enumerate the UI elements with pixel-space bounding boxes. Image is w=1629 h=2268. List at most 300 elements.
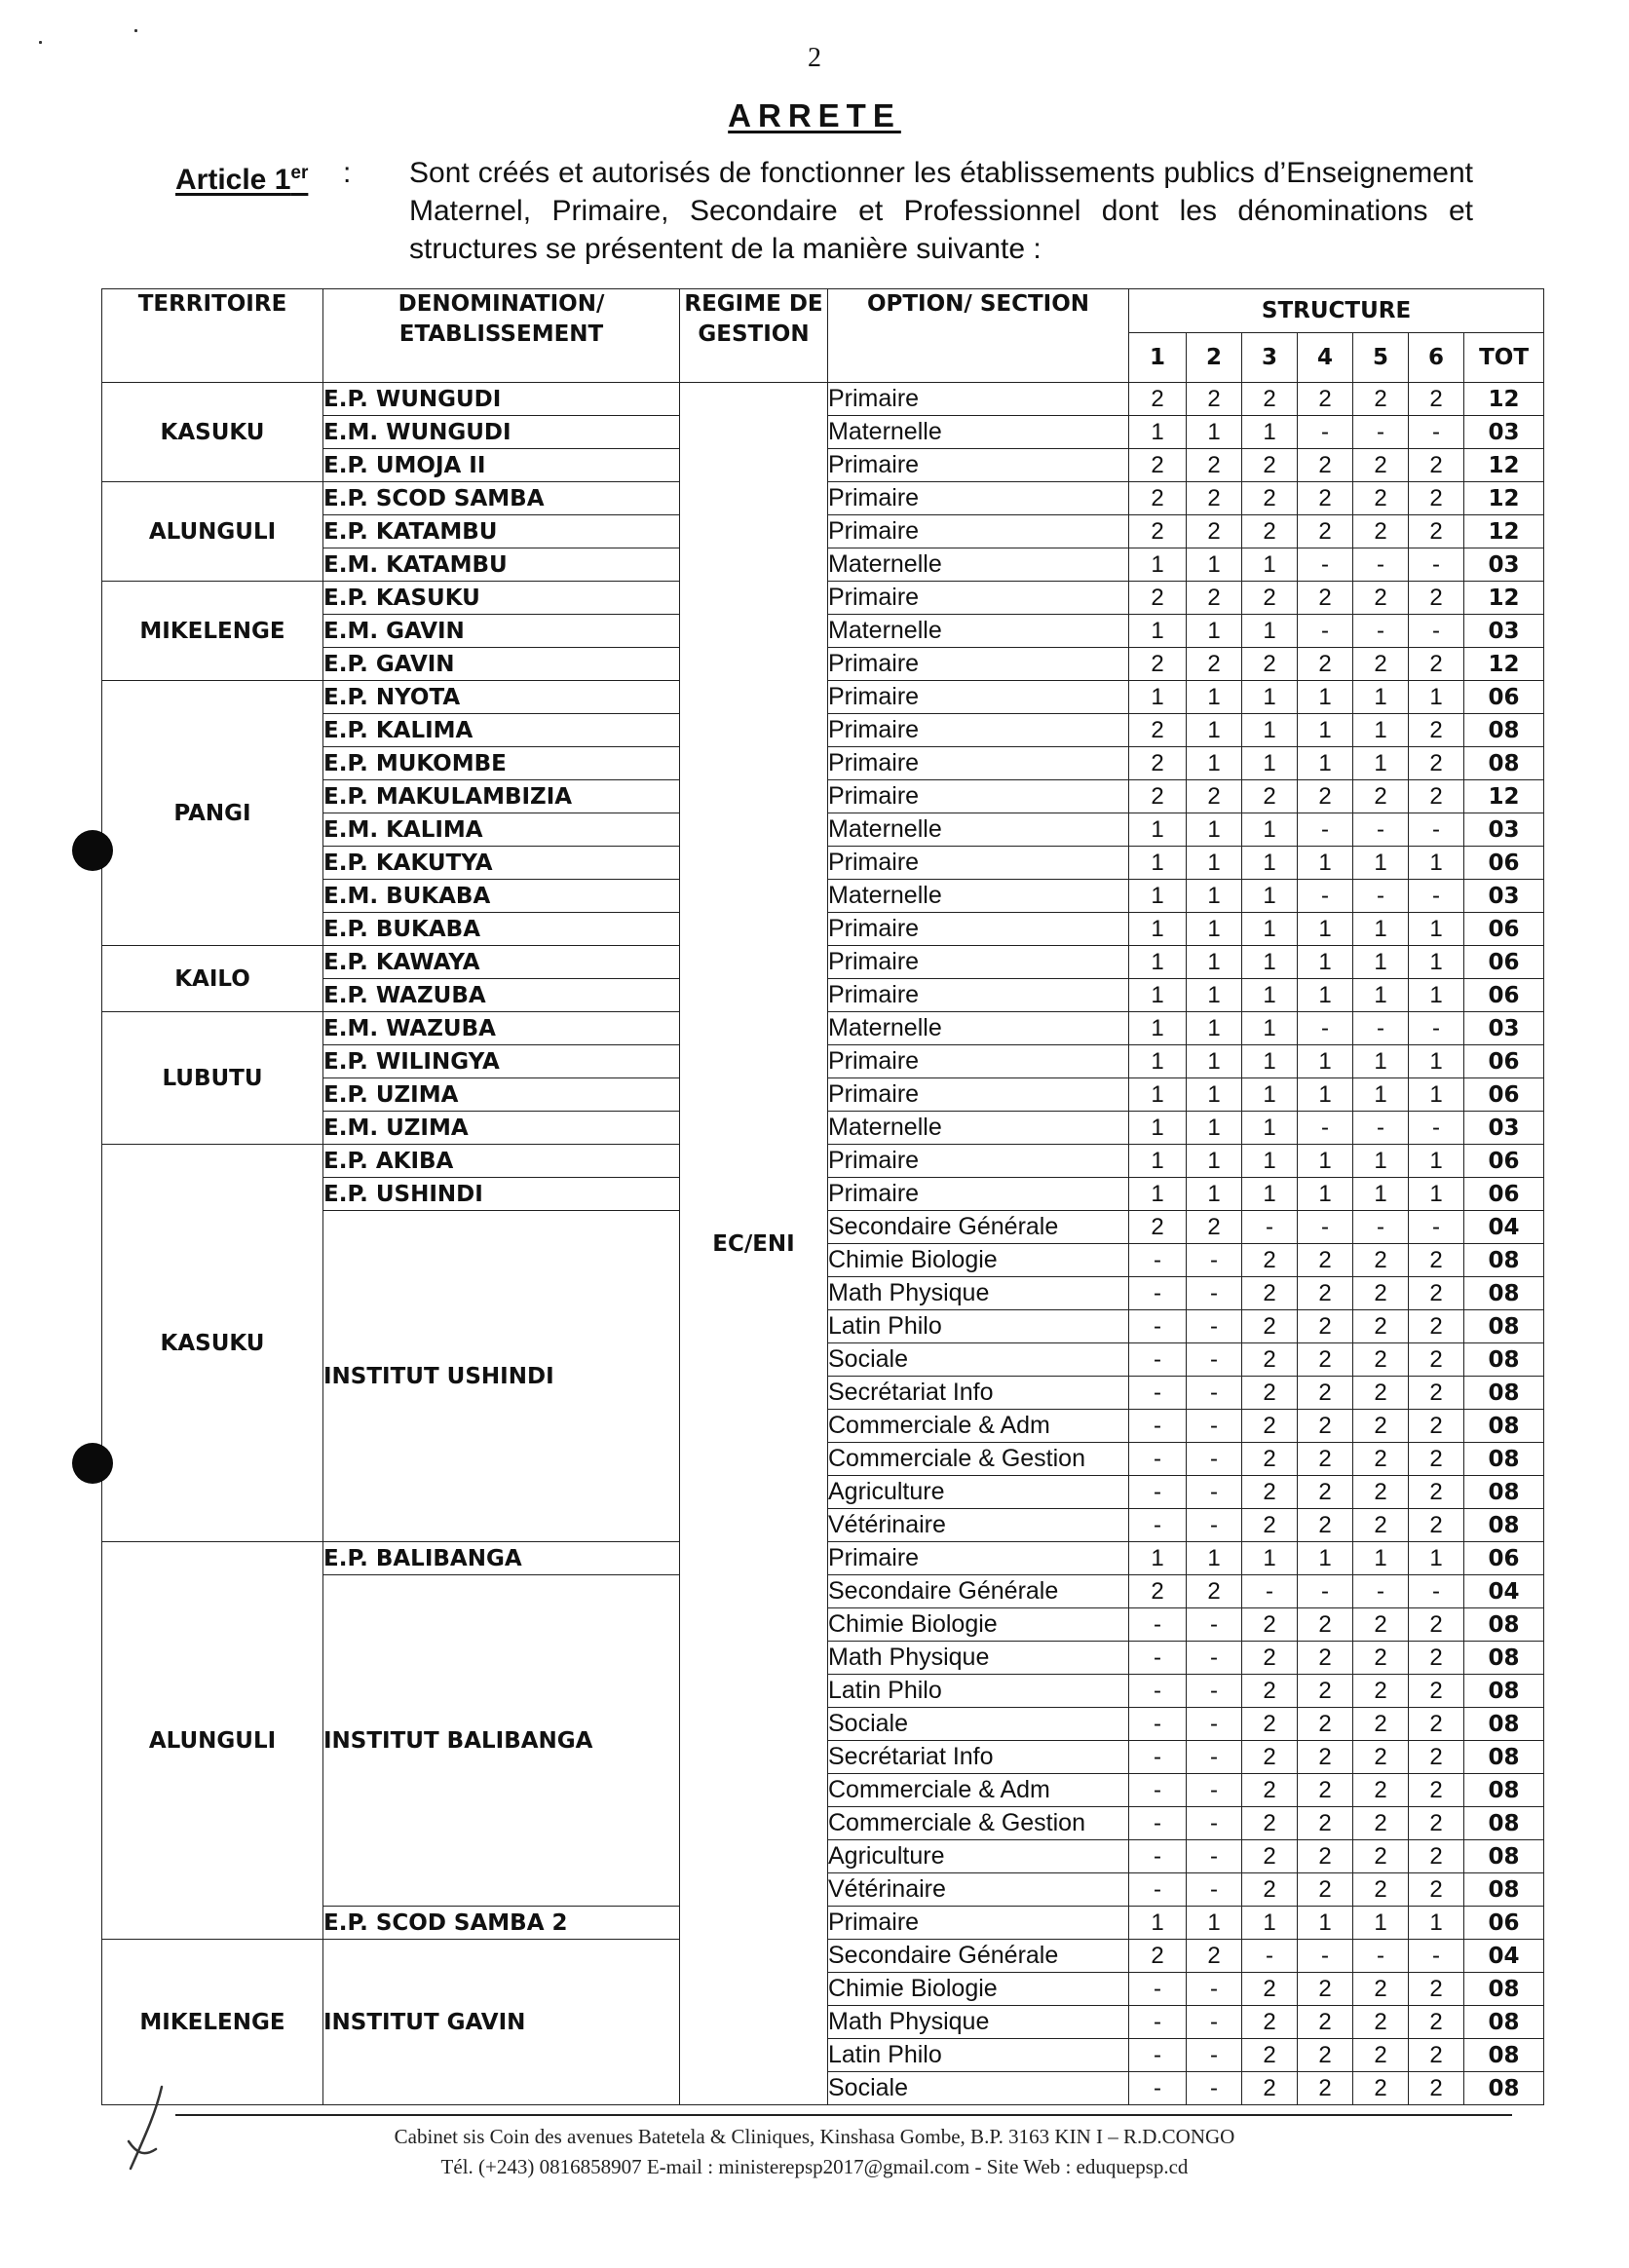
- cell-option: Maternelle: [828, 615, 1129, 648]
- cell-structure-4: 2: [1298, 1410, 1353, 1443]
- cell-denomination: E.P. WILINGYA: [323, 1045, 680, 1078]
- cell-structure-4: -: [1298, 1012, 1353, 1045]
- cell-structure-4: 2: [1298, 1774, 1353, 1807]
- cell-denomination: E.P. KASUKU: [323, 582, 680, 615]
- cell-structure-5: 2: [1353, 1509, 1409, 1542]
- cell-structure-1: 1: [1129, 1178, 1187, 1211]
- cell-denomination: E.M. BUKABA: [323, 880, 680, 913]
- cell-structure-5: 1: [1353, 1542, 1409, 1575]
- cell-option: Primaire: [828, 946, 1129, 979]
- cell-denomination: E.P. UMOJA II: [323, 449, 680, 482]
- cell-structure-3: 2: [1242, 1443, 1298, 1476]
- cell-structure-6: 2: [1409, 714, 1464, 747]
- cell-structure-5: 1: [1353, 747, 1409, 780]
- cell-structure-2: 2: [1187, 1211, 1242, 1244]
- cell-structure-6: 1: [1409, 979, 1464, 1012]
- cell-structure-2: -: [1187, 1476, 1242, 1509]
- cell-structure-3: 2: [1242, 1675, 1298, 1708]
- cell-structure-3: 2: [1242, 1410, 1298, 1443]
- table-body: [102, 383, 1544, 2105]
- cell-total: 03: [1464, 615, 1544, 648]
- cell-structure-1: 2: [1129, 714, 1187, 747]
- cell-structure-1: -: [1129, 2072, 1187, 2105]
- cell-structure-3: 2: [1242, 1377, 1298, 1410]
- cell-structure-3: 1: [1242, 979, 1298, 1012]
- cell-total: 03: [1464, 416, 1544, 449]
- cell-option: Maternelle: [828, 1112, 1129, 1145]
- cell-option: Chimie Biologie: [828, 1973, 1129, 2006]
- cell-structure-6: 1: [1409, 847, 1464, 880]
- cell-structure-3: -: [1242, 1211, 1298, 1244]
- cell-structure-1: -: [1129, 2006, 1187, 2039]
- header-regime: REGIME DE GESTION: [680, 289, 828, 383]
- cell-structure-4: 2: [1298, 648, 1353, 681]
- cell-option: Latin Philo: [828, 2039, 1129, 2072]
- cell-denomination: E.P. NYOTA: [323, 681, 680, 714]
- cell-structure-6: 2: [1409, 1708, 1464, 1741]
- cell-structure-5: 1: [1353, 1078, 1409, 1112]
- cell-structure-3: 2: [1242, 582, 1298, 615]
- cell-structure-1: -: [1129, 1443, 1187, 1476]
- cell-structure-2: 1: [1187, 1145, 1242, 1178]
- cell-total: 06: [1464, 1542, 1544, 1575]
- cell-structure-5: 2: [1353, 1708, 1409, 1741]
- cell-structure-5: 1: [1353, 714, 1409, 747]
- cell-structure-3: 2: [1242, 1509, 1298, 1542]
- cell-total: 08: [1464, 1244, 1544, 1277]
- cell-total: 08: [1464, 1509, 1544, 1542]
- cell-denomination: E.P. KALIMA: [323, 714, 680, 747]
- cell-structure-1: -: [1129, 1642, 1187, 1675]
- header-col-3: 3: [1242, 333, 1298, 383]
- cell-structure-1: 1: [1129, 1112, 1187, 1145]
- cell-structure-4: 1: [1298, 913, 1353, 946]
- cell-structure-6: 2: [1409, 648, 1464, 681]
- cell-territoire: KASUKU: [102, 1145, 323, 1542]
- cell-structure-6: 1: [1409, 681, 1464, 714]
- cell-territoire: MIKELENGE: [102, 582, 323, 681]
- cell-structure-3: 2: [1242, 1476, 1298, 1509]
- cell-structure-2: 2: [1187, 383, 1242, 416]
- header-option: OPTION/ SECTION: [828, 289, 1129, 383]
- cell-structure-4: 2: [1298, 582, 1353, 615]
- cell-structure-2: -: [1187, 1608, 1242, 1642]
- cell-structure-3: 2: [1242, 1973, 1298, 2006]
- article-1: [175, 154, 1473, 268]
- cell-structure-5: 2: [1353, 1277, 1409, 1310]
- table-row: [102, 383, 1544, 416]
- cell-structure-3: 1: [1242, 1145, 1298, 1178]
- cell-structure-3: 2: [1242, 1873, 1298, 1907]
- article-colon: :: [343, 157, 352, 189]
- cell-territoire: MIKELENGE: [102, 1940, 323, 2105]
- cell-structure-5: 2: [1353, 1840, 1409, 1873]
- cell-structure-5: 1: [1353, 681, 1409, 714]
- cell-option: Secrétariat Info: [828, 1741, 1129, 1774]
- cell-structure-5: 2: [1353, 1675, 1409, 1708]
- cell-structure-4: 1: [1298, 946, 1353, 979]
- cell-structure-1: 1: [1129, 1907, 1187, 1940]
- cell-structure-2: -: [1187, 1807, 1242, 1840]
- cell-structure-4: 2: [1298, 2072, 1353, 2105]
- cell-structure-5: -: [1353, 1575, 1409, 1608]
- cell-structure-1: 1: [1129, 1045, 1187, 1078]
- cell-structure-6: 2: [1409, 1244, 1464, 1277]
- cell-structure-6: 1: [1409, 946, 1464, 979]
- cell-option: Primaire: [828, 449, 1129, 482]
- cell-option: Latin Philo: [828, 1310, 1129, 1343]
- cell-structure-5: 2: [1353, 1443, 1409, 1476]
- cell-structure-5: 2: [1353, 1608, 1409, 1642]
- cell-structure-4: 1: [1298, 1542, 1353, 1575]
- cell-denomination: E.P. UZIMA: [323, 1078, 680, 1112]
- cell-structure-2: 1: [1187, 979, 1242, 1012]
- cell-structure-5: -: [1353, 548, 1409, 582]
- cell-structure-1: 2: [1129, 648, 1187, 681]
- cell-structure-2: 1: [1187, 813, 1242, 847]
- cell-structure-1: -: [1129, 1774, 1187, 1807]
- cell-option: Agriculture: [828, 1840, 1129, 1873]
- cell-structure-6: 2: [1409, 383, 1464, 416]
- cell-structure-4: 1: [1298, 1045, 1353, 1078]
- cell-structure-2: -: [1187, 1410, 1242, 1443]
- cell-structure-2: -: [1187, 1509, 1242, 1542]
- cell-total: 08: [1464, 1873, 1544, 1907]
- cell-structure-4: 2: [1298, 780, 1353, 813]
- cell-structure-4: 2: [1298, 1608, 1353, 1642]
- cell-structure-2: 1: [1187, 913, 1242, 946]
- cell-structure-5: 1: [1353, 913, 1409, 946]
- cell-structure-4: 1: [1298, 1078, 1353, 1112]
- cell-total: 04: [1464, 1940, 1544, 1973]
- cell-structure-6: 2: [1409, 1476, 1464, 1509]
- cell-structure-2: -: [1187, 1675, 1242, 1708]
- cell-structure-3: 2: [1242, 648, 1298, 681]
- cell-structure-6: 1: [1409, 1145, 1464, 1178]
- cell-structure-2: -: [1187, 1443, 1242, 1476]
- cell-structure-5: -: [1353, 880, 1409, 913]
- cell-structure-6: -: [1409, 615, 1464, 648]
- cell-denomination: E.P. KAWAYA: [323, 946, 680, 979]
- cell-structure-5: -: [1353, 1211, 1409, 1244]
- cell-structure-6: 2: [1409, 780, 1464, 813]
- cell-option: Maternelle: [828, 880, 1129, 913]
- cell-structure-3: 2: [1242, 1642, 1298, 1675]
- cell-structure-6: 2: [1409, 1807, 1464, 1840]
- cell-structure-6: 2: [1409, 1873, 1464, 1907]
- cell-structure-5: 2: [1353, 1310, 1409, 1343]
- cell-total: 08: [1464, 1343, 1544, 1377]
- cell-total: 08: [1464, 714, 1544, 747]
- cell-structure-2: 2: [1187, 1940, 1242, 1973]
- cell-structure-6: 2: [1409, 1277, 1464, 1310]
- cell-structure-4: 1: [1298, 681, 1353, 714]
- cell-structure-5: 2: [1353, 1244, 1409, 1277]
- cell-option: Latin Philo: [828, 1675, 1129, 1708]
- cell-structure-2: -: [1187, 1244, 1242, 1277]
- cell-structure-2: 1: [1187, 1112, 1242, 1145]
- cell-total: 06: [1464, 1045, 1544, 1078]
- cell-structure-5: 2: [1353, 1377, 1409, 1410]
- cell-total: 06: [1464, 681, 1544, 714]
- cell-structure-4: 2: [1298, 2039, 1353, 2072]
- cell-structure-1: -: [1129, 1807, 1187, 1840]
- cell-denomination: INSTITUT GAVIN: [323, 1940, 680, 2105]
- cell-total: 08: [1464, 1410, 1544, 1443]
- cell-structure-4: 2: [1298, 1310, 1353, 1343]
- cell-structure-4: -: [1298, 813, 1353, 847]
- cell-total: 08: [1464, 1377, 1544, 1410]
- cell-option: Math Physique: [828, 2006, 1129, 2039]
- cell-structure-4: 2: [1298, 1244, 1353, 1277]
- cell-total: 03: [1464, 548, 1544, 582]
- cell-territoire: LUBUTU: [102, 1012, 323, 1145]
- cell-structure-6: -: [1409, 1112, 1464, 1145]
- cell-structure-2: -: [1187, 1774, 1242, 1807]
- header-col-tot: TOT: [1464, 333, 1544, 383]
- cell-structure-6: 1: [1409, 1078, 1464, 1112]
- cell-structure-4: -: [1298, 1575, 1353, 1608]
- cell-structure-4: -: [1298, 1211, 1353, 1244]
- cell-structure-3: 2: [1242, 1708, 1298, 1741]
- cell-structure-3: 1: [1242, 714, 1298, 747]
- cell-structure-6: 2: [1409, 2006, 1464, 2039]
- cell-total: 08: [1464, 1708, 1544, 1741]
- cell-structure-5: -: [1353, 1112, 1409, 1145]
- cell-option: Primaire: [828, 747, 1129, 780]
- cell-structure-3: 1: [1242, 1178, 1298, 1211]
- cell-option: Primaire: [828, 1145, 1129, 1178]
- cell-structure-5: 2: [1353, 1774, 1409, 1807]
- cell-option: Maternelle: [828, 813, 1129, 847]
- cell-structure-5: 2: [1353, 2039, 1409, 2072]
- cell-option: Primaire: [828, 681, 1129, 714]
- cell-total: 08: [1464, 2072, 1544, 2105]
- cell-structure-6: 2: [1409, 482, 1464, 515]
- cell-structure-6: 2: [1409, 1741, 1464, 1774]
- cell-denomination: INSTITUT USHINDI: [323, 1211, 680, 1542]
- cell-structure-1: -: [1129, 1277, 1187, 1310]
- cell-option: Primaire: [828, 648, 1129, 681]
- cell-structure-5: -: [1353, 1012, 1409, 1045]
- cell-structure-2: -: [1187, 1840, 1242, 1873]
- cell-denomination: E.P. KATAMBU: [323, 515, 680, 548]
- header-denomination: DENOMINATION/ ETABLISSEMENT: [323, 289, 680, 383]
- cell-structure-2: 1: [1187, 1045, 1242, 1078]
- cell-structure-5: 2: [1353, 2006, 1409, 2039]
- cell-option: Primaire: [828, 1542, 1129, 1575]
- cell-structure-2: 2: [1187, 780, 1242, 813]
- cell-structure-2: -: [1187, 1277, 1242, 1310]
- cell-total: 08: [1464, 747, 1544, 780]
- cell-structure-1: -: [1129, 1244, 1187, 1277]
- cell-structure-4: 2: [1298, 1642, 1353, 1675]
- cell-structure-2: -: [1187, 1343, 1242, 1377]
- cell-structure-4: -: [1298, 880, 1353, 913]
- cell-structure-4: 1: [1298, 1907, 1353, 1940]
- cell-structure-3: 2: [1242, 1774, 1298, 1807]
- cell-structure-4: 2: [1298, 2006, 1353, 2039]
- header-col-2: 2: [1187, 333, 1242, 383]
- cell-total: 06: [1464, 946, 1544, 979]
- cell-structure-4: 2: [1298, 1973, 1353, 2006]
- cell-denomination: E.P. SCOD SAMBA 2: [323, 1907, 680, 1940]
- header-col-5: 5: [1353, 333, 1409, 383]
- cell-structure-3: 1: [1242, 847, 1298, 880]
- cell-denomination: E.P. SCOD SAMBA: [323, 482, 680, 515]
- cell-option: Commerciale & Adm: [828, 1774, 1129, 1807]
- cell-structure-6: 2: [1409, 1377, 1464, 1410]
- cell-structure-4: -: [1298, 1940, 1353, 1973]
- cell-total: 03: [1464, 1012, 1544, 1045]
- cell-structure-3: 2: [1242, 1807, 1298, 1840]
- cell-structure-1: 2: [1129, 482, 1187, 515]
- cell-denomination: E.M. WAZUBA: [323, 1012, 680, 1045]
- cell-structure-4: 2: [1298, 1840, 1353, 1873]
- cell-structure-3: 1: [1242, 1078, 1298, 1112]
- cell-structure-3: 2: [1242, 1277, 1298, 1310]
- cell-structure-1: 2: [1129, 582, 1187, 615]
- cell-structure-2: 1: [1187, 1178, 1242, 1211]
- cell-total: 08: [1464, 1476, 1544, 1509]
- cell-structure-2: -: [1187, 1377, 1242, 1410]
- cell-structure-6: -: [1409, 548, 1464, 582]
- cell-structure-4: 2: [1298, 1873, 1353, 1907]
- cell-structure-5: 2: [1353, 780, 1409, 813]
- cell-total: 08: [1464, 1807, 1544, 1840]
- cell-total: 08: [1464, 1840, 1544, 1873]
- cell-option: Math Physique: [828, 1277, 1129, 1310]
- cell-structure-5: -: [1353, 813, 1409, 847]
- cell-structure-6: 2: [1409, 1310, 1464, 1343]
- cell-total: 12: [1464, 383, 1544, 416]
- cell-option: Primaire: [828, 913, 1129, 946]
- cell-structure-1: 1: [1129, 946, 1187, 979]
- cell-territoire: PANGI: [102, 681, 323, 946]
- cell-structure-4: 2: [1298, 482, 1353, 515]
- cell-structure-3: 2: [1242, 2006, 1298, 2039]
- footer-divider: [175, 2114, 1512, 2116]
- cell-option: Secondaire Générale: [828, 1575, 1129, 1608]
- cell-option: Primaire: [828, 1178, 1129, 1211]
- cell-denomination: INSTITUT BALIBANGA: [323, 1575, 680, 1907]
- cell-structure-1: -: [1129, 1608, 1187, 1642]
- cell-structure-1: 1: [1129, 913, 1187, 946]
- cell-structure-6: 1: [1409, 1542, 1464, 1575]
- cell-structure-1: -: [1129, 1509, 1187, 1542]
- cell-structure-1: -: [1129, 1840, 1187, 1873]
- cell-option: Primaire: [828, 1045, 1129, 1078]
- cell-structure-5: 2: [1353, 449, 1409, 482]
- cell-option: Commerciale & Gestion: [828, 1443, 1129, 1476]
- document-title: ARRETE: [728, 97, 901, 133]
- cell-structure-5: 2: [1353, 383, 1409, 416]
- cell-structure-4: 2: [1298, 515, 1353, 548]
- cell-total: 06: [1464, 1145, 1544, 1178]
- cell-total: 08: [1464, 1774, 1544, 1807]
- cell-structure-6: 2: [1409, 449, 1464, 482]
- cell-structure-2: -: [1187, 1310, 1242, 1343]
- cell-total: 06: [1464, 847, 1544, 880]
- cell-structure-3: 2: [1242, 515, 1298, 548]
- cell-territoire: ALUNGULI: [102, 482, 323, 582]
- cell-structure-2: 1: [1187, 1907, 1242, 1940]
- cell-structure-4: 2: [1298, 1708, 1353, 1741]
- cell-structure-3: 1: [1242, 946, 1298, 979]
- cell-structure-1: 1: [1129, 416, 1187, 449]
- cell-option: Secondaire Générale: [828, 1211, 1129, 1244]
- cell-structure-5: 2: [1353, 1807, 1409, 1840]
- cell-structure-3: 2: [1242, 482, 1298, 515]
- cell-option: Maternelle: [828, 548, 1129, 582]
- cell-structure-6: 1: [1409, 1045, 1464, 1078]
- cell-structure-5: -: [1353, 1940, 1409, 1973]
- cell-structure-2: 1: [1187, 946, 1242, 979]
- cell-structure-3: 1: [1242, 615, 1298, 648]
- cell-structure-5: 2: [1353, 582, 1409, 615]
- cell-structure-2: 1: [1187, 615, 1242, 648]
- cell-structure-1: -: [1129, 1675, 1187, 1708]
- cell-structure-1: 2: [1129, 1940, 1187, 1973]
- cell-structure-2: 2: [1187, 1575, 1242, 1608]
- cell-structure-4: 1: [1298, 979, 1353, 1012]
- cell-denomination: E.M. UZIMA: [323, 1112, 680, 1145]
- cell-structure-2: -: [1187, 1973, 1242, 2006]
- cell-structure-1: 2: [1129, 747, 1187, 780]
- cell-structure-6: -: [1409, 416, 1464, 449]
- cell-option: Maternelle: [828, 1012, 1129, 1045]
- header-territoire: TERRITOIRE: [102, 289, 323, 383]
- cell-structure-3: 2: [1242, 2039, 1298, 2072]
- cell-structure-4: 2: [1298, 1377, 1353, 1410]
- cell-structure-3: 1: [1242, 813, 1298, 847]
- header-col-4: 4: [1298, 333, 1353, 383]
- header-structure: STRUCTURE: [1129, 289, 1544, 333]
- cell-structure-3: -: [1242, 1940, 1298, 1973]
- cell-denomination: E.P. WUNGUDI: [323, 383, 680, 416]
- cell-option: Primaire: [828, 1078, 1129, 1112]
- cell-option: Commerciale & Adm: [828, 1410, 1129, 1443]
- footer-contact: Tél. (+243) 0816858907 E-mail : ministerepsp2017@gmail.com - Site Web : eduquepsp.cd: [440, 2155, 1189, 2178]
- cell-total: 08: [1464, 1608, 1544, 1642]
- cell-option: Primaire: [828, 780, 1129, 813]
- cell-structure-4: 2: [1298, 1807, 1353, 1840]
- cell-structure-5: 2: [1353, 1410, 1409, 1443]
- cell-structure-5: 2: [1353, 648, 1409, 681]
- header-col-1: 1: [1129, 333, 1187, 383]
- cell-total: 06: [1464, 913, 1544, 946]
- cell-structure-6: 2: [1409, 1973, 1464, 2006]
- cell-structure-3: 1: [1242, 913, 1298, 946]
- article-label: Article 1er: [175, 163, 309, 196]
- cell-structure-1: 1: [1129, 681, 1187, 714]
- cell-structure-6: -: [1409, 1012, 1464, 1045]
- cell-total: 08: [1464, 1973, 1544, 2006]
- cell-structure-6: 2: [1409, 1774, 1464, 1807]
- cell-structure-3: 2: [1242, 2072, 1298, 2105]
- cell-structure-3: 2: [1242, 780, 1298, 813]
- cell-structure-1: 1: [1129, 880, 1187, 913]
- cell-structure-6: -: [1409, 1940, 1464, 1973]
- cell-structure-3: 2: [1242, 1741, 1298, 1774]
- cell-structure-2: 2: [1187, 582, 1242, 615]
- cell-structure-2: 2: [1187, 515, 1242, 548]
- establishments-table: [101, 288, 1544, 2105]
- cell-structure-6: -: [1409, 1211, 1464, 1244]
- cell-structure-6: -: [1409, 880, 1464, 913]
- cell-option: Agriculture: [828, 1476, 1129, 1509]
- cell-structure-3: 1: [1242, 1045, 1298, 1078]
